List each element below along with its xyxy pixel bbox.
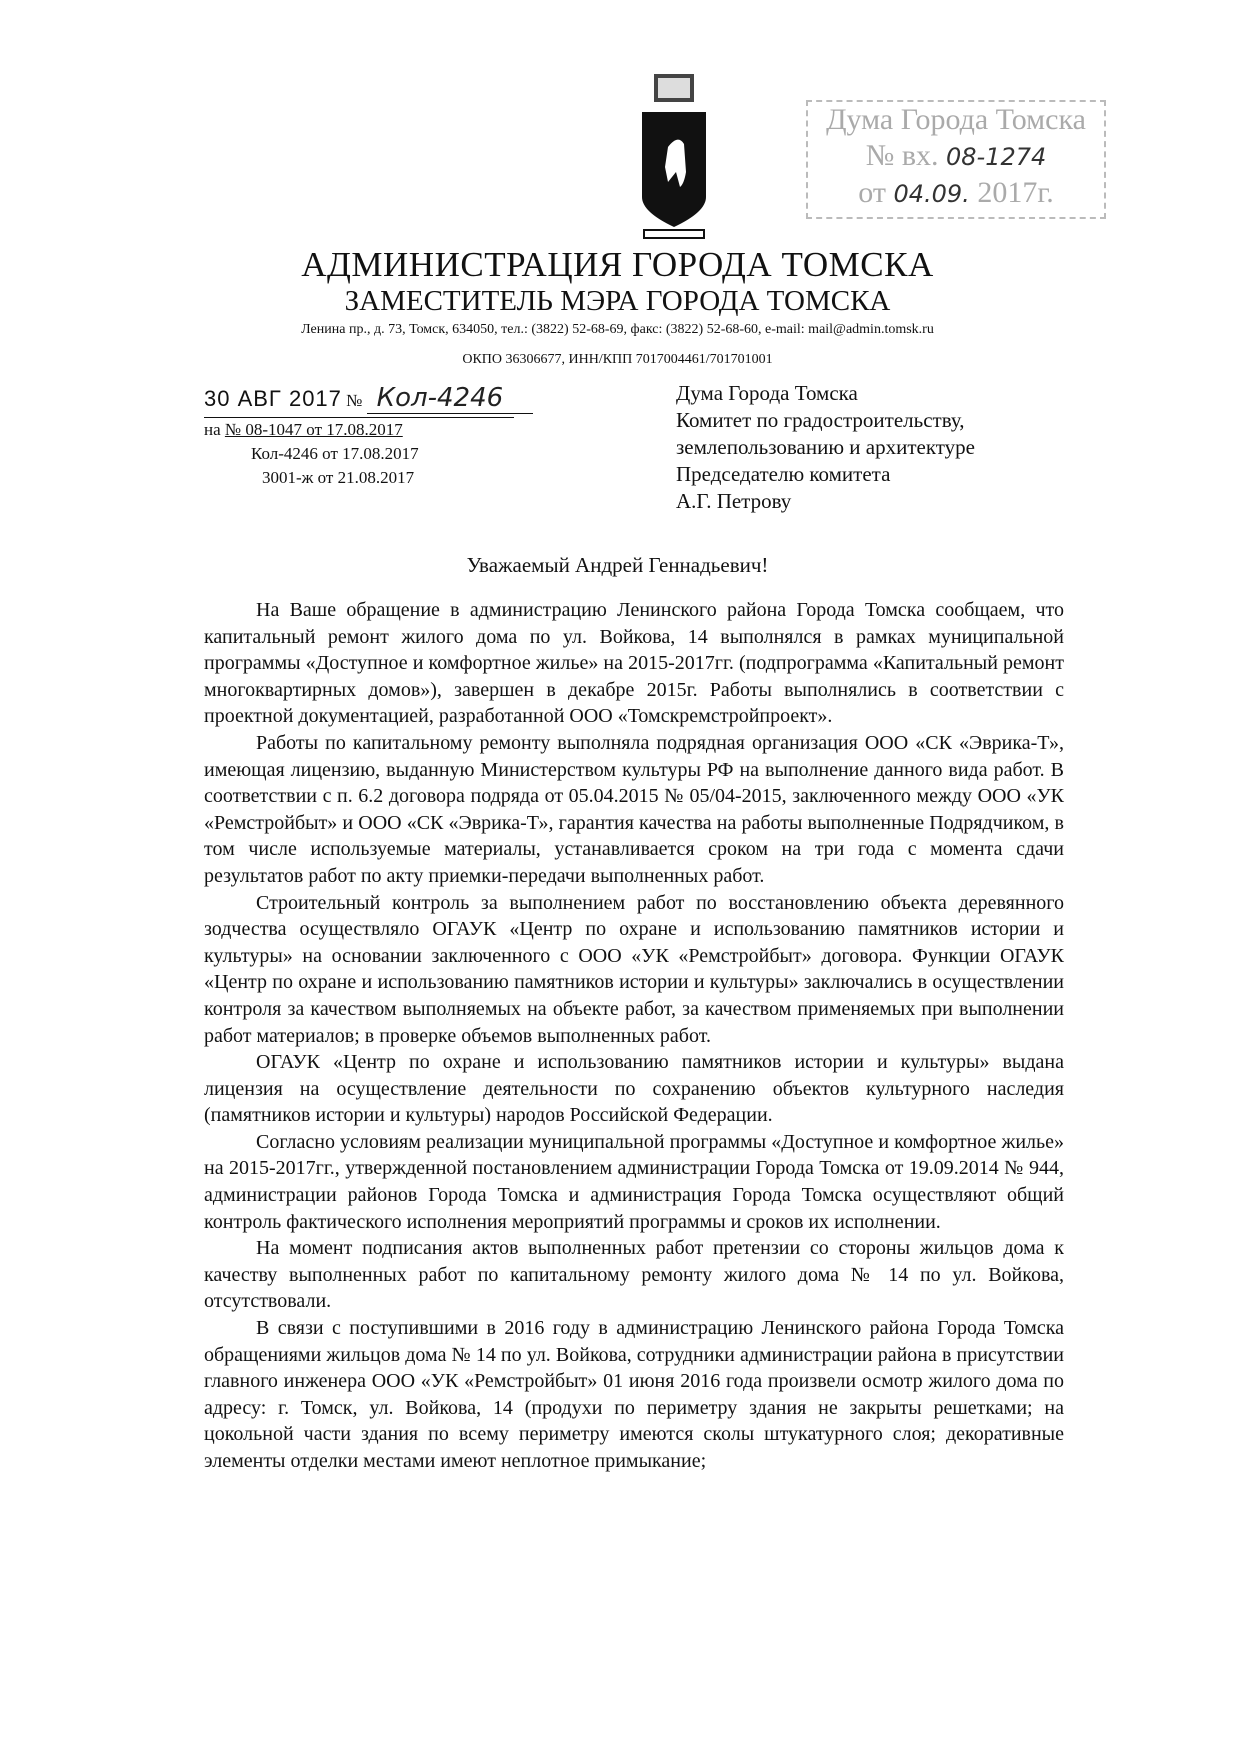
letter-body: [204, 597, 1064, 1475]
stamp-number: 08-1274: [946, 143, 1047, 171]
tomsk-coat-of-arms-icon: [640, 72, 708, 242]
number-label: №: [346, 391, 363, 410]
letterhead-title: АДМИНИСТРАЦИЯ ГОРОДА ТОМСКА: [301, 245, 934, 284]
letterhead-address: Ленина пр., д. 73, Томск, 634050, тел.: (3822) 52-68-69, факс: (3822) 52-68-60, e-mail: mail@admin.tomsk.ru: [301, 322, 934, 337]
stamp-no-label: № вх.: [865, 139, 939, 172]
paragraph: Работы по капитальному ремонту выполняла подрядная организация ООО «СК «Эврика-Т», имеющая лицензию, выданную Министерством культуры РФ на выполнение данного вида работ. В соответствии с п. 6.2 договора подряда от 05.04.2015 № 05/04-2015, заключенного между ООО «УК «Ремстройбыт» и ООО «СК «Эврика-Т», гарантия качества на работы выполненные Подрядчиком, в том числе используемые материалы, устанавливается сроком на три года с момента сдачи результатов работ по акту приемки-передачи выполненных работ.: [204, 731, 1064, 887]
addressee-line: Комитет по градостроительству,: [676, 408, 965, 432]
reference-1: № 08-1047 от 17.08.2017: [224, 420, 403, 439]
addressee-line: А.Г. Петрову: [676, 489, 792, 513]
stamp-org: Дума Города Томска: [826, 103, 1086, 136]
paragraph: На Ваше обращение в администрацию Ленинского района Города Томска сообщаем, что капитальный ремонт жилого дома по ул. Войкова, 14 выполнялся в рамках муниципальной программы «Доступное и комфортное жилье» на 2015-2017гг. (подпрограмма «Капитальный ремонт многоквартирных домов»), завершен в декабре 2015г. Работы выполнялись в соответствии с проектной документацией, разработанной ООО «Томскремстройпроект».: [204, 599, 1064, 728]
addressee-line: землепользованию и архитектуре: [676, 435, 975, 459]
paragraph: Строительный контроль за выполнением работ по восстановлению объекта деревянного зодчества осуществляло ОГАУК «Центр по охране и использованию памятников истории и культуры» на основании заключенного с ООО «УК «Ремстройбыт» договора. Функции ОГАУК «Центр по охране и использованию памятников истории и культуры» заключались в осуществлении контроля за качеством выполняемых на объекте работ, за качеством применяемых при выполнении работ материалов; в проверке объемов выполненных работ.: [204, 891, 1064, 1047]
stamp-date-label: от: [858, 176, 886, 209]
letterhead-okpo: ОКПО 36306677, ИНН/КПП 7017004461/701701001: [462, 352, 773, 367]
greeting: Уважаемый Андрей Геннадьевич!: [466, 553, 769, 577]
incoming-registration-stamp: [806, 100, 1106, 219]
ref-prefix: на: [204, 420, 221, 439]
paragraph: Согласно условиям реализации муниципальной программы «Доступное и комфортное жилье» на 2015-2017гг., утвержденной постановлением администрации Города Томска от 19.09.2014 № 944, администрации районов Города Томска и администрация Города Томска осуществляют общий контроль фактического исполнения мероприятий программы и сроков их исполнении.: [204, 1130, 1064, 1233]
stamp-year-suffix: г.: [1037, 176, 1054, 209]
outgoing-number: Кол-4246: [367, 383, 534, 414]
paragraph: В связи с поступившими в 2016 году в администрацию Ленинского района Города Томска обращениями жильцов дома № 14 по ул. Войкова, сотрудники администрации района в присутствии главного инженера ООО «УК «Ремстройбыт» 01 июня 2016 года произвели осмотр жилого дома по адресу: г. Томск, ул. Войкова, 14 (продухи по периметру здания не закрыты решетками; на цокольной части здания по всему периметру имеются сколы штукатурного слоя; декоративные элементы отделки местами имеют неплотное примыкание;: [204, 1317, 1064, 1472]
stamp-date: 04.09.: [893, 180, 970, 208]
outgoing-date: 30 АВГ 2017: [204, 386, 342, 411]
addressee-line: Председателю комитета: [676, 462, 891, 486]
letterhead-subtitle: ЗАМЕСТИТЕЛЬ МЭРА ГОРОДА ТОМСКА: [344, 285, 891, 317]
outgoing-registration: [204, 383, 564, 488]
paragraph: ОГАУК «Центр по охране и использованию памятников истории и культуры» выдана лицензия на осуществление деятельности по сохранению объектов культурного наследия (памятников истории и культуры) народов Российской Федерации.: [204, 1051, 1064, 1127]
reference-3: 3001-ж от 21.08.2017: [262, 468, 415, 487]
reference-2: Кол-4246 от 17.08.2017: [251, 444, 419, 463]
addressee-block: [676, 380, 975, 515]
addressee-line: Дума Города Томска: [676, 381, 858, 405]
stamp-year: 2017: [977, 176, 1038, 209]
paragraph: На момент подписания актов выполненных работ претензии со стороны жильцов дома к качеству выполненных работ по капитальному ремонту жилого дома № 14 по ул. Войкова, отсутствовали.: [204, 1237, 1064, 1313]
